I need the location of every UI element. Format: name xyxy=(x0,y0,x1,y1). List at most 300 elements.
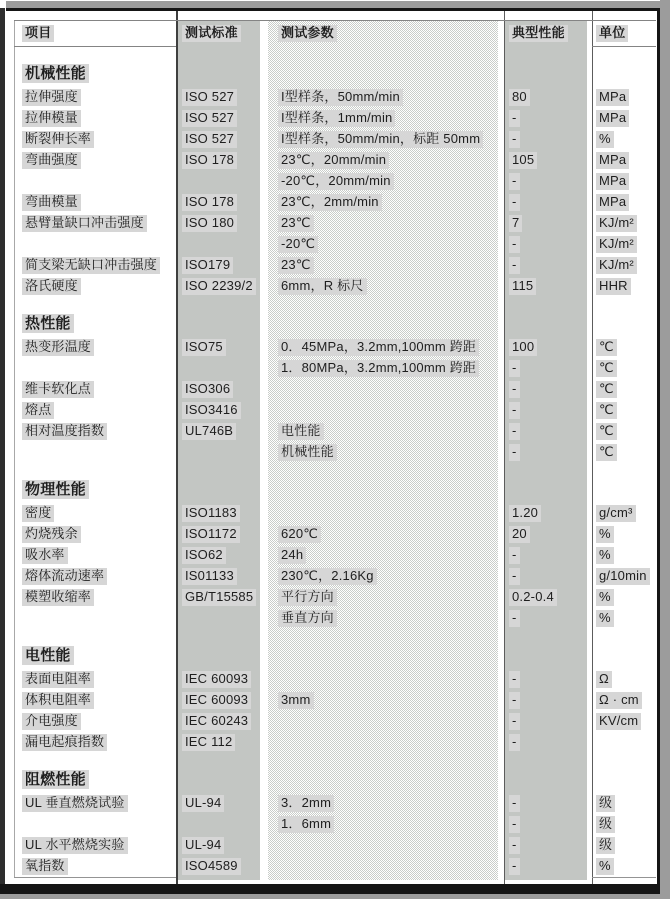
table-bottom-border-right xyxy=(592,877,656,878)
cell xyxy=(505,732,592,753)
cell xyxy=(14,442,176,463)
typical-cell: - xyxy=(509,402,520,419)
typical-cell: - xyxy=(509,423,520,440)
item-cell: 洛氏硬度 xyxy=(22,278,81,295)
table-row xyxy=(14,108,656,129)
cell xyxy=(592,690,656,711)
typical-cell: - xyxy=(509,671,520,688)
typical-cell: - xyxy=(509,547,520,564)
cell xyxy=(505,608,592,629)
header-label-unit: 单位 xyxy=(596,25,628,42)
cell xyxy=(592,421,656,442)
typical-cell: 80 xyxy=(509,89,530,106)
cell xyxy=(14,835,176,856)
typical-cell: - xyxy=(509,858,520,875)
cell xyxy=(14,566,176,587)
params-cell: 6mm，R 标尺 xyxy=(278,278,367,295)
cell xyxy=(176,358,268,379)
unit-cell: KJ/m² xyxy=(596,257,637,274)
typical-cell: - xyxy=(509,257,520,274)
params-cell: 23℃，20mm/min xyxy=(278,152,389,169)
typical-cell: - xyxy=(509,110,520,127)
cell xyxy=(592,566,656,587)
cell xyxy=(176,297,268,337)
cell xyxy=(505,400,592,421)
cell xyxy=(505,171,592,192)
standard-cell: IS01133 xyxy=(182,568,237,585)
unit-cell: % xyxy=(596,526,614,543)
typical-cell: - xyxy=(509,173,520,190)
cell xyxy=(176,47,268,87)
cell xyxy=(505,87,592,108)
table-row xyxy=(14,421,656,442)
cell xyxy=(268,711,505,732)
cell xyxy=(14,255,176,276)
table-row xyxy=(14,192,656,213)
standard-cell: ISO1172 xyxy=(182,526,240,543)
typical-cell: - xyxy=(509,444,520,461)
cell xyxy=(176,814,268,835)
frame-left xyxy=(0,8,5,894)
cell xyxy=(505,234,592,255)
cell xyxy=(268,379,505,400)
table-row xyxy=(14,276,656,297)
cell xyxy=(14,587,176,608)
table-row xyxy=(14,732,656,753)
standard-cell: ISO179 xyxy=(182,257,233,274)
standard-cell: UL-94 xyxy=(182,837,224,854)
standard-cell: ISO75 xyxy=(182,339,226,356)
standard-cell: IEC 112 xyxy=(182,734,235,751)
typical-cell: - xyxy=(509,692,520,709)
cell xyxy=(592,337,656,358)
params-cell: 620℃ xyxy=(278,526,321,543)
cell xyxy=(14,337,176,358)
frame-right xyxy=(660,0,670,899)
cell xyxy=(176,421,268,442)
typical-cell: - xyxy=(509,837,520,854)
cell xyxy=(14,276,176,297)
cell xyxy=(14,545,176,566)
cell xyxy=(505,129,592,150)
standard-cell: GB/T15585 xyxy=(182,589,256,606)
item-cell: 吸水率 xyxy=(22,547,68,564)
frame-bottom xyxy=(0,894,660,899)
section-row xyxy=(14,753,656,793)
params-cell: 230℃，2.16Kg xyxy=(278,568,377,585)
section-row xyxy=(14,463,656,503)
params-cell: 24h xyxy=(278,547,306,564)
standard-cell: ISO 2239/2 xyxy=(182,278,256,295)
section-title: 机械性能 xyxy=(22,64,89,84)
cell xyxy=(176,400,268,421)
cell xyxy=(592,87,656,108)
cell xyxy=(505,463,592,503)
header-label-params: 测试参数 xyxy=(278,25,337,42)
cell xyxy=(176,213,268,234)
cell xyxy=(176,234,268,255)
cell xyxy=(176,276,268,297)
cell xyxy=(14,503,176,524)
frame-top-line xyxy=(6,8,658,11)
cell xyxy=(14,400,176,421)
cell xyxy=(14,213,176,234)
table-row xyxy=(14,835,656,856)
properties-table xyxy=(14,20,656,877)
cell xyxy=(176,835,268,856)
cell xyxy=(176,87,268,108)
table-row xyxy=(14,793,656,814)
section-title: 物理性能 xyxy=(22,480,89,500)
cell xyxy=(268,587,505,608)
unit-cell: g/cm³ xyxy=(596,505,636,522)
cell xyxy=(505,379,592,400)
cell xyxy=(505,213,592,234)
item-cell: 密度 xyxy=(22,505,54,522)
item-cell: 介电强度 xyxy=(22,713,81,730)
table-row xyxy=(14,587,656,608)
cell xyxy=(14,814,176,835)
unit-cell: Ω · cm xyxy=(596,692,642,709)
standard-cell: ISO1183 xyxy=(182,505,240,522)
table-row xyxy=(14,814,656,835)
typical-cell: 1.20 xyxy=(509,505,541,522)
unit-cell: 级 xyxy=(596,816,615,833)
unit-cell: KV/cm xyxy=(596,713,641,730)
item-cell: 氧指数 xyxy=(22,858,68,875)
cell xyxy=(268,608,505,629)
cell xyxy=(592,793,656,814)
cell xyxy=(592,753,656,793)
cell xyxy=(268,814,505,835)
cell xyxy=(505,587,592,608)
cell xyxy=(176,608,268,629)
cell xyxy=(176,503,268,524)
item-cell: 维卡软化点 xyxy=(22,381,94,398)
header-label-standard: 测试标准 xyxy=(182,25,241,42)
params-cell: 1．6mm xyxy=(278,816,334,833)
item-cell: 熔点 xyxy=(22,402,54,419)
item-cell: 表面电阻率 xyxy=(22,671,94,688)
cell xyxy=(14,669,176,690)
cell xyxy=(176,753,268,793)
section-title: 电性能 xyxy=(22,646,74,666)
header-cell-item xyxy=(14,20,176,47)
cell xyxy=(176,337,268,358)
unit-cell: ℃ xyxy=(596,381,617,398)
typical-cell: - xyxy=(509,236,520,253)
header-label-typical: 典型性能 xyxy=(509,25,568,42)
cell xyxy=(592,297,656,337)
cell xyxy=(176,545,268,566)
cell xyxy=(505,108,592,129)
table-row xyxy=(14,337,656,358)
cell xyxy=(505,753,592,793)
typical-cell: 0.2-0.4 xyxy=(509,589,557,606)
cell xyxy=(592,276,656,297)
unit-cell: HHR xyxy=(596,278,631,295)
cell xyxy=(268,192,505,213)
cell xyxy=(592,669,656,690)
cell xyxy=(268,442,505,463)
header-cell-standard xyxy=(176,20,268,47)
cell xyxy=(176,379,268,400)
item-cell: UL 水平燃烧实验 xyxy=(22,837,128,854)
cell xyxy=(268,213,505,234)
unit-cell: % xyxy=(596,547,614,564)
table-body xyxy=(14,47,656,877)
typical-cell: - xyxy=(509,131,520,148)
cell xyxy=(176,669,268,690)
cell xyxy=(14,297,176,337)
standard-cell: ISO306 xyxy=(182,381,233,398)
unit-cell: KJ/m² xyxy=(596,236,637,253)
params-cell: 23℃ xyxy=(278,257,314,274)
table-row xyxy=(14,545,656,566)
unit-cell: MPa xyxy=(596,110,629,127)
typical-cell: - xyxy=(509,381,520,398)
cell xyxy=(592,629,656,669)
cell xyxy=(505,192,592,213)
cell xyxy=(14,856,176,877)
cell xyxy=(268,629,505,669)
standard-cell: ISO 527 xyxy=(182,89,237,106)
unit-cell: % xyxy=(596,610,614,627)
cell xyxy=(592,255,656,276)
typical-cell: - xyxy=(509,610,520,627)
table-row xyxy=(14,711,656,732)
cell xyxy=(592,442,656,463)
cell xyxy=(176,171,268,192)
standard-cell: IEC 60093 xyxy=(182,671,251,688)
cell xyxy=(505,47,592,87)
cell xyxy=(505,856,592,877)
cell xyxy=(505,421,592,442)
cell xyxy=(176,442,268,463)
section-row xyxy=(14,629,656,669)
unit-cell: 级 xyxy=(596,837,615,854)
cell xyxy=(505,503,592,524)
cell xyxy=(268,690,505,711)
typical-cell: - xyxy=(509,713,520,730)
cell xyxy=(592,129,656,150)
cell xyxy=(268,753,505,793)
cell xyxy=(268,793,505,814)
cell xyxy=(592,856,656,877)
cell xyxy=(268,255,505,276)
cell xyxy=(268,503,505,524)
typical-cell: - xyxy=(509,734,520,751)
item-cell: 模塑收缩率 xyxy=(22,589,94,606)
cell xyxy=(592,150,656,171)
standard-cell: UL746B xyxy=(182,423,236,440)
cell xyxy=(268,171,505,192)
params-cell: I型样条，1mm/min xyxy=(278,110,395,127)
cell xyxy=(505,545,592,566)
params-cell: I型样条，50mm/min xyxy=(278,89,403,106)
unit-cell: % xyxy=(596,131,614,148)
params-cell: 23℃，2mm/min xyxy=(278,194,382,211)
cell xyxy=(505,690,592,711)
cell xyxy=(592,503,656,524)
cell xyxy=(592,732,656,753)
cell xyxy=(505,814,592,835)
item-cell: 拉伸强度 xyxy=(22,89,81,106)
standard-cell: IEC 60243 xyxy=(182,713,251,730)
item-cell: 断裂伸长率 xyxy=(22,131,94,148)
cell xyxy=(268,297,505,337)
item-cell: 漏电起痕指数 xyxy=(22,734,107,751)
cell xyxy=(505,297,592,337)
cell xyxy=(268,337,505,358)
cell xyxy=(268,421,505,442)
standard-cell: UL-94 xyxy=(182,795,224,812)
unit-cell: % xyxy=(596,589,614,606)
item-cell: 热变形温度 xyxy=(22,339,94,356)
item-cell: 相对温度指数 xyxy=(22,423,107,440)
cell xyxy=(592,608,656,629)
unit-cell: MPa xyxy=(596,194,629,211)
section-row xyxy=(14,47,656,87)
cell xyxy=(176,793,268,814)
table-row xyxy=(14,690,656,711)
cell xyxy=(268,276,505,297)
item-cell: 简支梁无缺口冲击强度 xyxy=(22,257,160,274)
standard-cell: ISO 178 xyxy=(182,194,237,211)
cell xyxy=(505,793,592,814)
cell xyxy=(14,629,176,669)
typical-cell: 105 xyxy=(509,152,537,169)
section-title: 阻燃性能 xyxy=(22,770,89,790)
cell xyxy=(176,566,268,587)
cell xyxy=(14,358,176,379)
table-row xyxy=(14,608,656,629)
params-cell: -20℃ xyxy=(278,236,318,253)
cell xyxy=(14,711,176,732)
unit-cell: 级 xyxy=(596,795,615,812)
section-title: 热性能 xyxy=(22,314,74,334)
typical-cell: 100 xyxy=(509,339,537,356)
unit-cell: % xyxy=(596,858,614,875)
unit-cell: g/10min xyxy=(596,568,650,585)
params-cell: 3．2mm xyxy=(278,795,334,812)
cell xyxy=(505,629,592,669)
table-row xyxy=(14,442,656,463)
standard-cell: ISO 180 xyxy=(182,215,237,232)
cell xyxy=(592,108,656,129)
cell xyxy=(176,255,268,276)
cell xyxy=(592,400,656,421)
cell xyxy=(592,524,656,545)
table-row xyxy=(14,87,656,108)
table-row xyxy=(14,234,656,255)
frame-bottom-line xyxy=(0,884,660,894)
table-row xyxy=(14,566,656,587)
cell xyxy=(592,234,656,255)
standard-cell: ISO4589 xyxy=(182,858,241,875)
unit-cell: ℃ xyxy=(596,339,617,356)
cell xyxy=(268,47,505,87)
item-cell: 悬臂量缺口冲击强度 xyxy=(22,215,147,232)
unit-cell: ℃ xyxy=(596,402,617,419)
cell xyxy=(14,379,176,400)
cell xyxy=(176,587,268,608)
cell xyxy=(592,835,656,856)
cell xyxy=(268,835,505,856)
table-row xyxy=(14,379,656,400)
cell xyxy=(176,629,268,669)
unit-cell: Ω xyxy=(596,671,612,688)
table-row xyxy=(14,255,656,276)
cell xyxy=(14,524,176,545)
cell xyxy=(505,669,592,690)
table-row xyxy=(14,358,656,379)
cell xyxy=(14,732,176,753)
table-row xyxy=(14,400,656,421)
unit-cell: ℃ xyxy=(596,360,617,377)
item-cell: 灼烧残余 xyxy=(22,526,81,543)
cell xyxy=(505,150,592,171)
cell xyxy=(14,608,176,629)
table-row xyxy=(14,129,656,150)
cell xyxy=(268,524,505,545)
typical-cell: 20 xyxy=(509,526,530,543)
cell xyxy=(176,690,268,711)
unit-cell: ℃ xyxy=(596,423,617,440)
cell xyxy=(14,87,176,108)
cell xyxy=(592,711,656,732)
params-cell: I型样条，50mm/min，标距 50mm xyxy=(278,131,483,148)
cell xyxy=(176,463,268,503)
header-label-item: 项目 xyxy=(22,25,54,42)
cell xyxy=(592,213,656,234)
cell xyxy=(592,171,656,192)
cell xyxy=(592,47,656,87)
header-row xyxy=(14,20,656,47)
cell xyxy=(176,129,268,150)
table-row xyxy=(14,856,656,877)
params-cell: 垂直方向 xyxy=(278,610,337,627)
header-cell-params xyxy=(268,20,505,47)
unit-cell: ℃ xyxy=(596,444,617,461)
cell xyxy=(268,87,505,108)
params-cell: -20℃，20mm/min xyxy=(278,173,394,190)
cell xyxy=(592,545,656,566)
typical-cell: - xyxy=(509,194,520,211)
cell xyxy=(505,255,592,276)
standard-cell: ISO3416 xyxy=(182,402,241,419)
params-cell: 电性能 xyxy=(278,423,324,440)
cell xyxy=(505,566,592,587)
cell xyxy=(14,463,176,503)
item-cell: 弯曲模量 xyxy=(22,194,81,211)
unit-cell: KJ/m² xyxy=(596,215,637,232)
cell xyxy=(176,108,268,129)
params-cell: 1．80MPa，3.2mm,100mm 跨距 xyxy=(278,360,479,377)
unit-cell: MPa xyxy=(596,173,629,190)
cell xyxy=(268,358,505,379)
standard-cell: IEC 60093 xyxy=(182,692,251,709)
cell xyxy=(268,856,505,877)
cell xyxy=(176,711,268,732)
cell xyxy=(505,835,592,856)
cell xyxy=(176,732,268,753)
typical-cell: - xyxy=(509,816,520,833)
params-cell: 3mm xyxy=(278,692,314,709)
table-row xyxy=(14,669,656,690)
cell xyxy=(14,108,176,129)
section-row xyxy=(14,297,656,337)
